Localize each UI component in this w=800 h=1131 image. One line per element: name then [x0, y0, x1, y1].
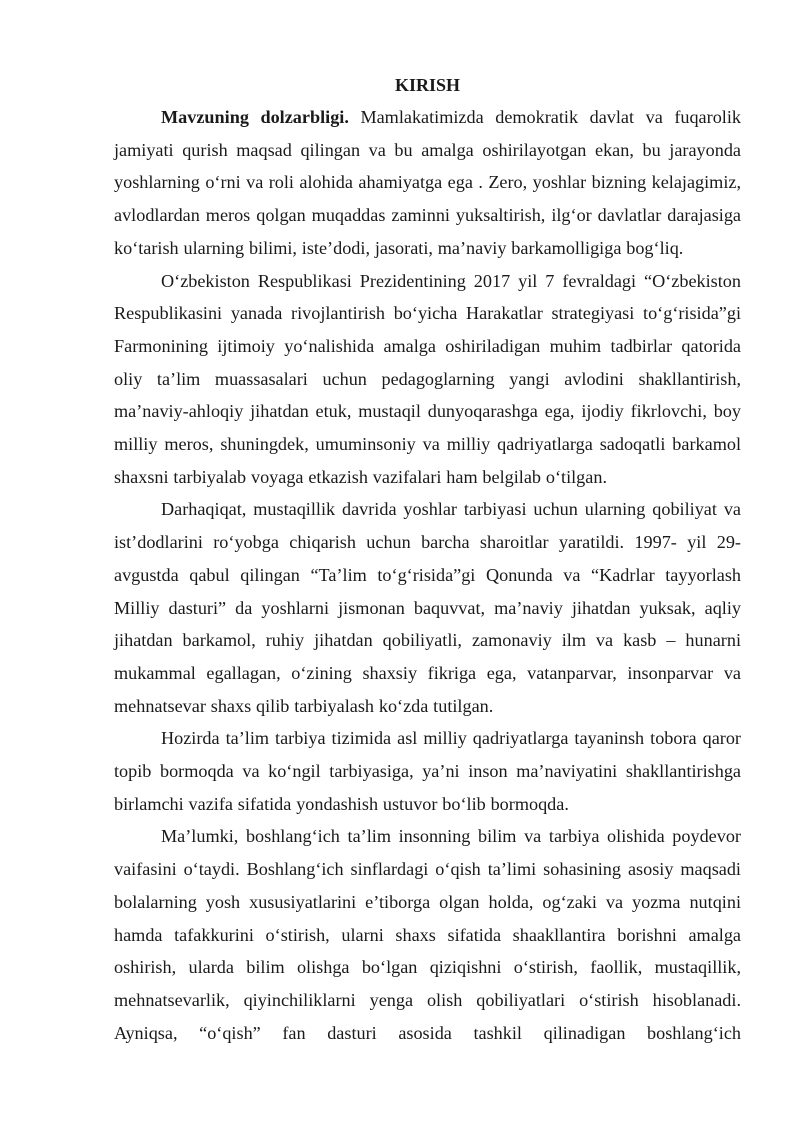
- paragraph-lead: Mavzuning dolzarbligi.: [161, 107, 349, 127]
- paragraph: [114, 820, 741, 1049]
- paragraph-text: Hozirda ta’lim tarbiya tizimida asl milliy qadriyatlarga tayaninsh tobora qaror topib bormoqda va ko‘ngil tarbiyasiga, ya’ni inson ma’naviyatini shakllantirishga birlamchi vazifa sifatida yondashish ustuvor bo‘lib bormoqda.: [114, 728, 741, 814]
- paragraph-text: Ma’lumki, boshlang‘ich ta’lim insonning bilim va tarbiya olishida poydevor vaifasini o‘taydi. Boshlang‘ich sinflardagi o‘qish ta’limi sohasining asosiy maqsadi bolalarning yosh xususiyatlarini e’tiborga olgan holda, og‘zaki va yozma nutqini hamda tafakkurini o‘stirish, ularni shaxs sifatida shaakllantira borishni amalga oshirish, ularda bilim olishga bo‘lgan qiziqishni o‘stirish, faollik, mustaqillik, mehnatsevarlik, qiyinchiliklarni yenga olish qobiliyatlari o‘stirish hisoblanadi. Ayniqsa, “o‘qish” fan dasturi asosida tashkil qilinadigan boshlang‘ich: [114, 826, 741, 1043]
- paragraph-text: Mamlakatimizda demokratik davlat va fuqarolik jamiyati qurish maqsad qilingan va bu amalga oshirilayotgan ekan, bu jarayonda yoshlarning o‘rni va roli alohida ahamiyatga ega . Zero, yoshlar bizning kelajagimiz, avlodlardan meros qolgan muqaddas zaminni yuksaltirish, ilg‘or davlatlar darajasiga ko‘tarish ularning bilimi, iste’dodi, jasorati, ma’naviy barkamolligiga bog‘liq.: [114, 107, 741, 258]
- paragraph: [114, 722, 741, 820]
- paragraph: [114, 265, 741, 494]
- paragraph: [114, 101, 741, 265]
- document-body: [114, 70, 741, 1049]
- paragraph-text: Darhaqiqat, mustaqillik davrida yoshlar tarbiyasi uchun ularning qobiliyat va ist’dodlarini ro‘yobga chiqarish uchun barcha sharoitlar yaratildi. 1997- yil 29-avgustda qabul qilingan “Ta’lim to‘g‘risida”gi Qonunda va “Kadrlar tayyorlash Milliy dasturi” da yoshlarni jismonan baquvvat, ma’naviy jihatdan yuksak, aqliy jihatdan barkamol, ruhiy jihatdan qobiliyatli, zamonaviy ilm va kasb – hunarni mukammal egallagan, o‘zining shaxsiy fikriga ega, vatanparvar, insonparvar va mehnatsevar shaxs qilib tarbiyalash ko‘zda tutilgan.: [114, 499, 741, 716]
- page-title: KIRISH: [394, 75, 461, 95]
- paragraph: [114, 493, 741, 722]
- paragraph-text: O‘zbekiston Respublikasi Prezidentining 2017 yil 7 fevraldagi “O‘zbekiston Respublikasini yanada rivojlantirish bo‘yicha Harakatlar strategiyasi to‘g‘risida”gi Farmonining ijtimoiy yo‘nalishida amalga oshiriladigan muhim tadbirlar qatorida oliy ta’lim muassasalari uchun pedagoglarning yangi avlodini shakllantirish, ma’naviy-ahloqiy jihatdan etuk, mustaqil dunyoqarashga ega, ijodiy fikrlovchi, boy milliy meros, shuningdek, umuminsoniy va milliy qadriyatlarga sadoqatli barkamol shaxsni tarbiyalab voyaga etkazish vazifalari ham belgilab o‘tilgan.: [114, 270, 741, 487]
